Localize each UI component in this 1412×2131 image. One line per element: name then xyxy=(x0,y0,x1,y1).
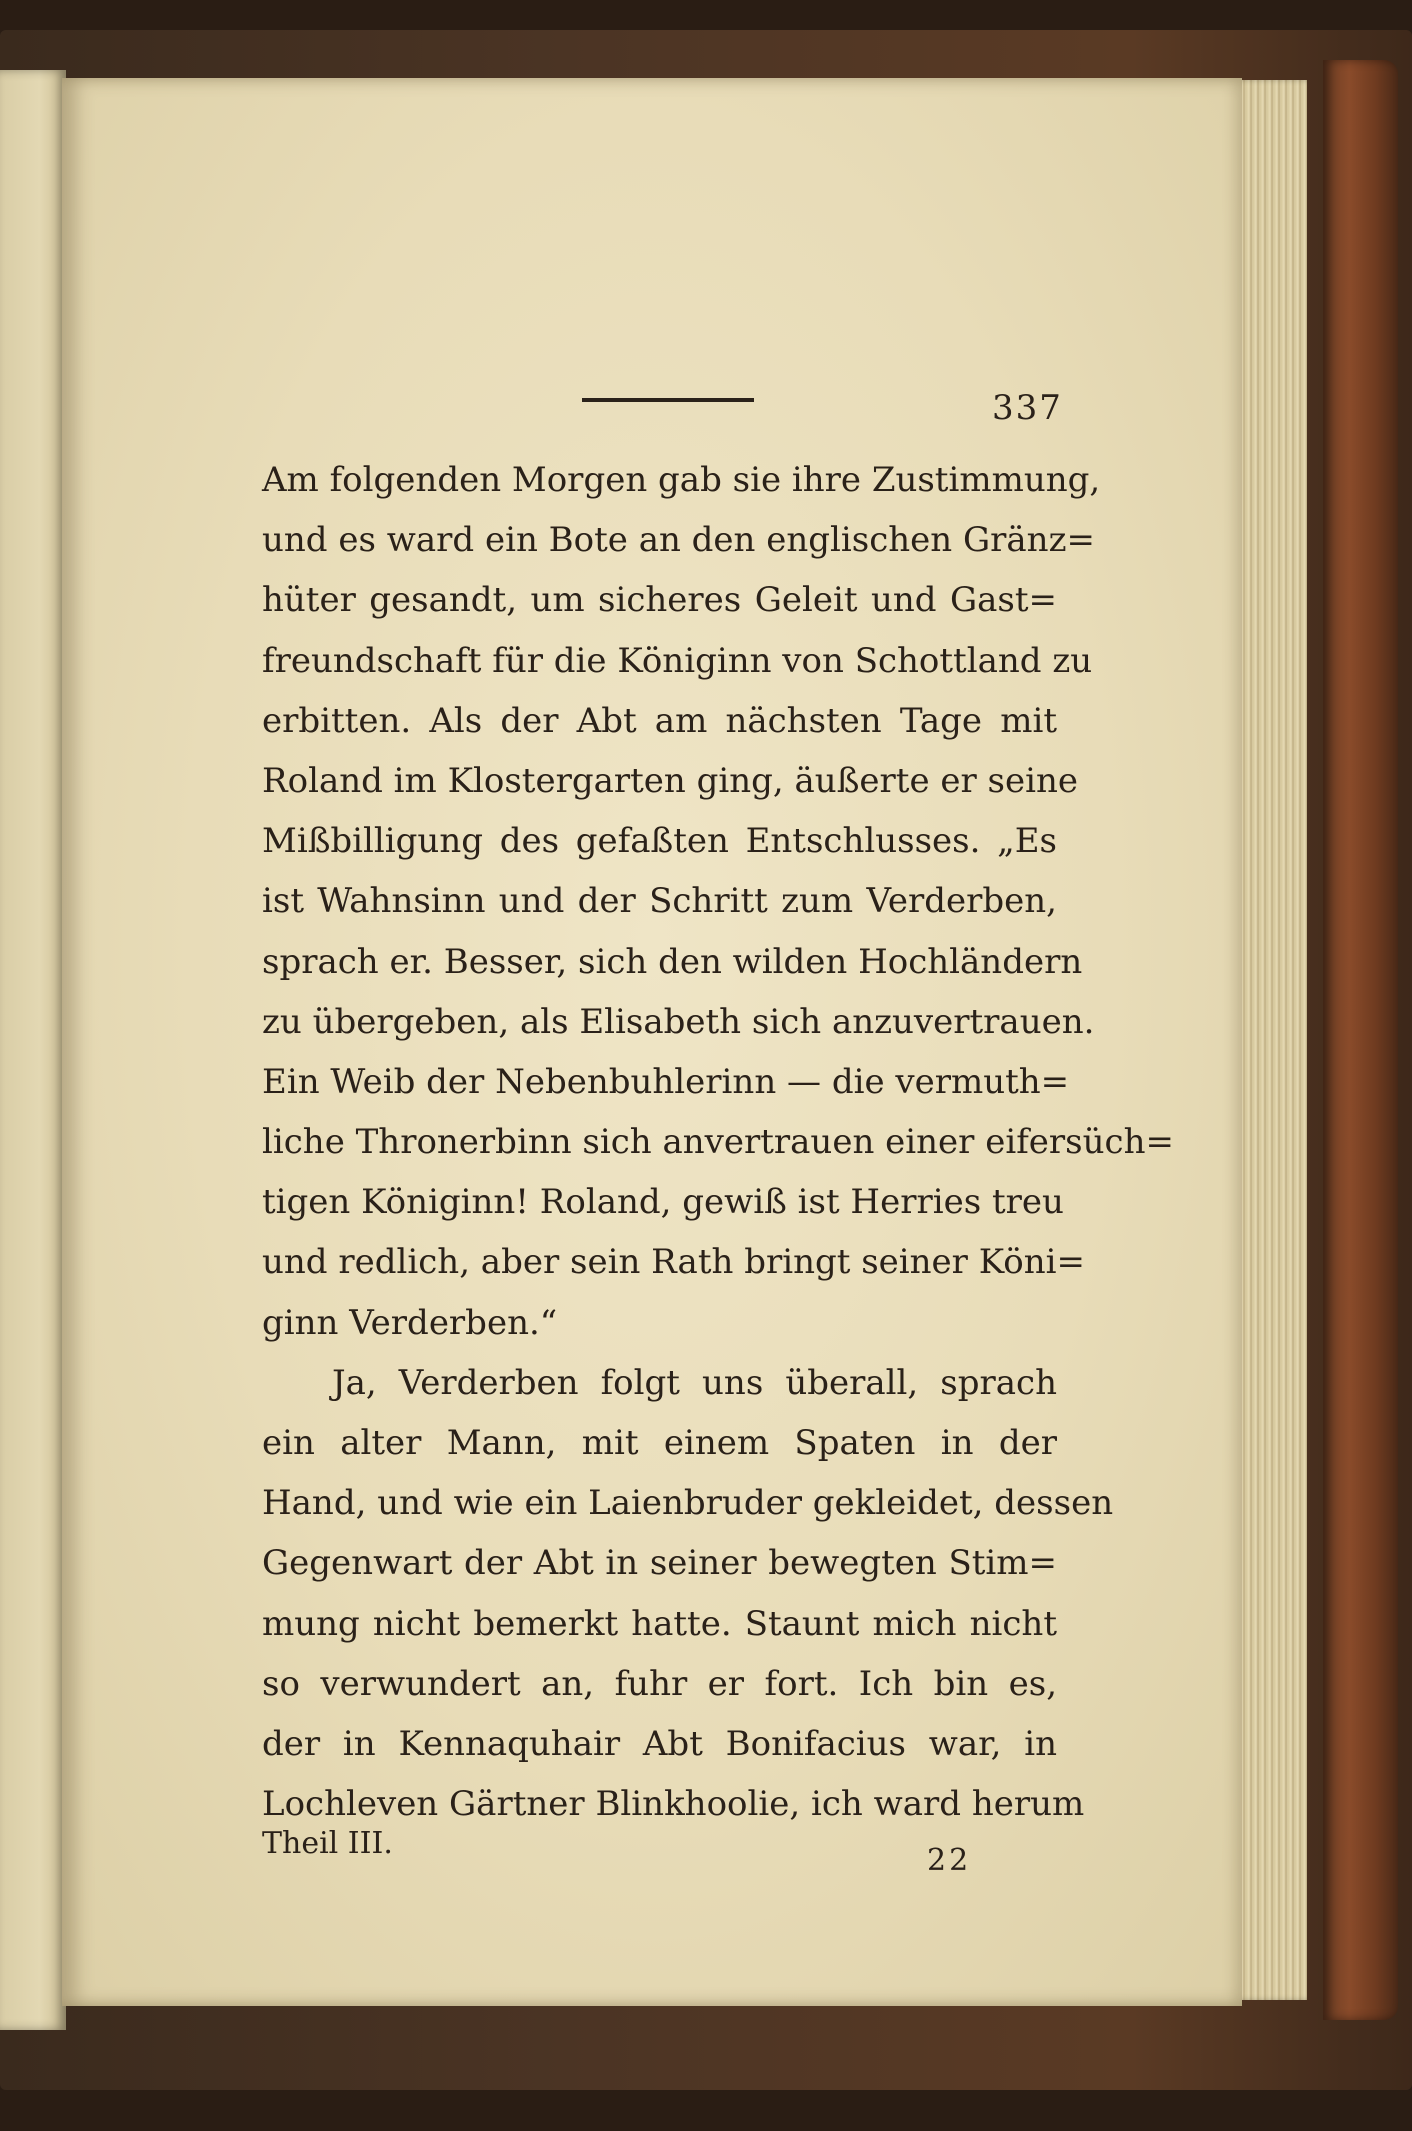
text-line: ist Wahnsinn und der Schritt zum Verderben, xyxy=(262,881,1057,922)
text-line: Gegenwart der Abt in seiner bewegten Stim= xyxy=(262,1543,1057,1584)
text-line: hüter gesandt, um sicheres Geleit und Gast= xyxy=(262,580,1057,621)
text-line: ein alter Mann, mit einem Spaten in der xyxy=(262,1423,1057,1463)
text-line: ginn Verderben.“ xyxy=(262,1302,558,1343)
text-line: sprach er. Besser, sich den wilden Hochländern xyxy=(262,941,1083,982)
text-line: zu übergeben, als Elisabeth sich anzuvertrauen. xyxy=(262,1001,1095,1042)
book-page xyxy=(62,78,1242,2006)
text-line: erbitten. Als der Abt am nächsten Tage mit xyxy=(262,700,1057,741)
text-line: und es ward ein Bote an den englischen Gränz= xyxy=(262,520,1095,561)
text-line: Roland im Klostergarten ging, äußerte er seine xyxy=(262,760,1079,801)
text-line: und redlich, aber sein Rath bringt seiner Köni= xyxy=(262,1242,1085,1283)
text-line: Hand, und wie ein Laienbruder gekleidet, dessen xyxy=(262,1483,1114,1524)
text-line: freundschaft für die Königinn von Schottland zu xyxy=(262,640,1093,681)
facing-page-edge xyxy=(0,70,66,2030)
body-text xyxy=(262,450,1174,1834)
book-spine xyxy=(1323,60,1398,2020)
text-line: mung nicht bemerkt hatte. Staunt mich nicht xyxy=(262,1603,1057,1644)
text-line: so verwundert an, fuhr er fort. Ich bin es, xyxy=(262,1663,1057,1704)
text-line: der in Kennaquhair Abt Bonifacius war, in xyxy=(262,1723,1057,1764)
text-line: Am folgenden Morgen gab sie ihre Zustimmung, xyxy=(262,460,1101,500)
volume-signature: Theil III. xyxy=(262,1826,393,1861)
header-rule xyxy=(582,398,754,402)
signature-mark: 22 xyxy=(927,1843,972,1878)
text-line: Lochleven Gärtner Blinkhoolie, ich ward herum xyxy=(262,1784,1085,1825)
text-line: Mißbilligung des gefaßten Entschlusses. „Es xyxy=(262,821,1057,862)
page-number: 337 xyxy=(992,388,1063,428)
text-line: Ein Weib der Nebenbuhlerinn — die vermuth= xyxy=(262,1061,1070,1102)
text-line: tigen Königinn! Roland, gewiß ist Herries treu xyxy=(262,1182,1064,1223)
text-line: Ja, Verderben folgt uns überall, sprach xyxy=(332,1362,1057,1403)
text-line: liche Thronerbinn sich anvertrauen einer eifersüch= xyxy=(262,1122,1174,1163)
